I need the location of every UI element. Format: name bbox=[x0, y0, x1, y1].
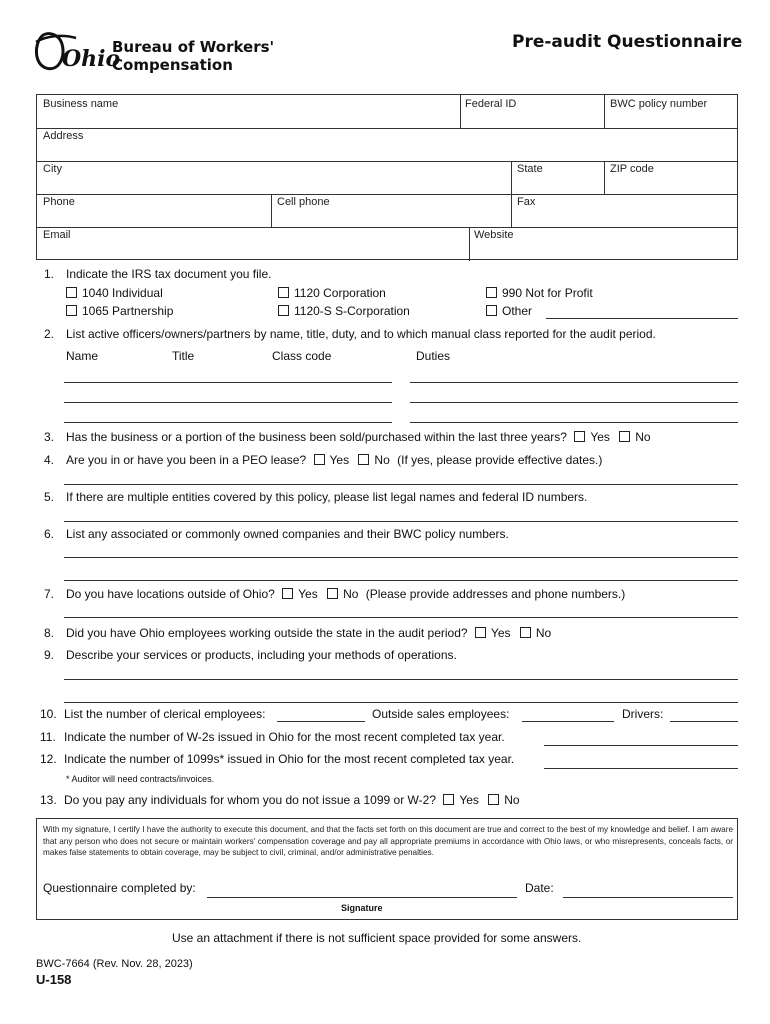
fax-field[interactable]: Fax bbox=[517, 196, 536, 208]
q1-text: Indicate the IRS tax document you file. bbox=[66, 267, 272, 281]
signature-caption: Signature bbox=[341, 903, 383, 913]
website-field[interactable]: Website bbox=[474, 229, 514, 241]
answer-line[interactable] bbox=[64, 580, 738, 581]
checkbox[interactable] bbox=[486, 287, 497, 298]
option-1065[interactable]: 1065 Partnership bbox=[66, 304, 173, 318]
option-990[interactable]: 990 Not for Profit bbox=[486, 286, 593, 300]
option-1040[interactable]: 1040 Individual bbox=[66, 286, 163, 300]
phone-field[interactable]: Phone bbox=[43, 196, 75, 208]
answer-line[interactable] bbox=[64, 382, 392, 383]
q10-outside-sales: Outside sales employees: bbox=[372, 707, 510, 721]
address-field[interactable]: Address bbox=[43, 130, 84, 142]
q4-number: 4. bbox=[44, 453, 55, 467]
q3-number: 3. bbox=[44, 430, 55, 444]
no-checkbox[interactable] bbox=[358, 454, 369, 465]
no-checkbox[interactable] bbox=[327, 588, 338, 599]
checkbox[interactable] bbox=[278, 305, 289, 316]
federal-id-field[interactable]: Federal ID bbox=[465, 98, 517, 110]
yes-checkbox[interactable] bbox=[443, 794, 454, 805]
no-checkbox[interactable] bbox=[619, 431, 630, 442]
q10-text: List the number of clerical employees: bbox=[64, 707, 266, 721]
q10-number: 10. bbox=[40, 707, 57, 721]
business-info-grid bbox=[36, 94, 738, 260]
city-field[interactable]: City bbox=[43, 163, 62, 175]
yes-checkbox[interactable] bbox=[282, 588, 293, 599]
1099-input-line[interactable] bbox=[544, 768, 738, 769]
option-other[interactable]: Other bbox=[486, 304, 532, 318]
page-title: Pre-audit Questionnaire bbox=[512, 32, 743, 52]
yes-checkbox[interactable] bbox=[314, 454, 325, 465]
q10-drivers: Drivers: bbox=[622, 707, 664, 721]
answer-line[interactable] bbox=[64, 422, 392, 423]
drivers-input-line[interactable] bbox=[670, 721, 738, 722]
q9-number: 9. bbox=[44, 648, 55, 662]
answer-line[interactable] bbox=[64, 617, 738, 618]
col-title: Title bbox=[172, 349, 195, 363]
q9-text: Describe your services or products, including your methods of operations. bbox=[66, 648, 457, 662]
date-line[interactable] bbox=[563, 897, 733, 898]
attachment-note: Use an attachment if there is not sufficient space provided for some answers. bbox=[172, 931, 582, 945]
checkbox[interactable] bbox=[278, 287, 289, 298]
business-name-field[interactable]: Business name bbox=[43, 98, 119, 110]
checkbox[interactable] bbox=[66, 305, 77, 316]
q11-text: Indicate the number of W-2s issued in Ohio for the most recent completed tax year. bbox=[64, 730, 505, 744]
clerical-input-line[interactable] bbox=[277, 721, 365, 722]
date-label: Date: bbox=[525, 881, 554, 895]
organization-name: Bureau of Workers' Compensation bbox=[112, 38, 275, 74]
q6-text: List any associated or commonly owned companies and their BWC policy numbers. bbox=[66, 527, 509, 541]
answer-line[interactable] bbox=[64, 557, 738, 558]
q3-text: Has the business or a portion of the business been sold/purchased within the last three years? Yes No bbox=[66, 430, 651, 444]
q6-number: 6. bbox=[44, 527, 55, 541]
yes-checkbox[interactable] bbox=[475, 627, 486, 638]
answer-line[interactable] bbox=[64, 702, 738, 703]
q13-text: Do you pay any individuals for whom you do not issue a 1099 or W-2? Yes No bbox=[64, 793, 520, 807]
col-duties: Duties bbox=[416, 349, 451, 363]
sales-input-line[interactable] bbox=[522, 721, 614, 722]
q12-number: 12. bbox=[40, 752, 57, 766]
q2-number: 2. bbox=[44, 327, 55, 341]
q13-number: 13. bbox=[40, 793, 57, 807]
q7-text: Do you have locations outside of Ohio? Yes No (Please provide addresses and phone numbers.) bbox=[66, 587, 626, 601]
q12-footnote: * Auditor will need contracts/invoices. bbox=[66, 774, 215, 784]
q5-text: If there are multiple entities covered by this policy, please list legal names and federal ID numbers. bbox=[66, 490, 588, 504]
state-field[interactable]: State bbox=[517, 163, 543, 175]
answer-line[interactable] bbox=[64, 679, 738, 680]
other-line[interactable] bbox=[546, 318, 738, 319]
logo-text: Ohio bbox=[62, 46, 121, 72]
w2-input-line[interactable] bbox=[544, 745, 738, 746]
q7-number: 7. bbox=[44, 587, 55, 601]
policy-number-field[interactable]: BWC policy number bbox=[610, 98, 708, 110]
checkbox[interactable] bbox=[66, 287, 77, 298]
no-checkbox[interactable] bbox=[520, 627, 531, 638]
answer-line[interactable] bbox=[410, 382, 738, 383]
q1-number: 1. bbox=[44, 267, 55, 281]
form-id: BWC-7664 (Rev. Nov. 28, 2023) bbox=[36, 958, 193, 970]
q12-text: Indicate the number of 1099s* issued in Ohio for the most recent completed tax year. bbox=[64, 752, 515, 766]
option-1120[interactable]: 1120 Corporation bbox=[278, 286, 386, 300]
q8-text: Did you have Ohio employees working outside the state in the audit period? Yes No bbox=[66, 626, 552, 640]
yes-checkbox[interactable] bbox=[574, 431, 585, 442]
q5-number: 5. bbox=[44, 490, 55, 504]
answer-line[interactable] bbox=[410, 422, 738, 423]
answer-line[interactable] bbox=[64, 521, 738, 522]
no-checkbox[interactable] bbox=[488, 794, 499, 805]
zip-field[interactable]: ZIP code bbox=[610, 163, 654, 175]
col-name: Name bbox=[66, 349, 99, 363]
completed-by-label: Questionnaire completed by: bbox=[43, 881, 196, 895]
certification-box bbox=[36, 818, 738, 920]
q8-number: 8. bbox=[44, 626, 55, 640]
q4-text: Are you in or have you been in a PEO lease? Yes No (If yes, please provide effective dates.) bbox=[66, 453, 603, 467]
answer-line[interactable] bbox=[64, 402, 392, 403]
col-class-code: Class code bbox=[272, 349, 332, 363]
signature-line[interactable] bbox=[207, 897, 517, 898]
q2-text: List active officers/owners/partners by name, title, duty, and to which manual class reported for the audit period. bbox=[66, 327, 656, 341]
checkbox[interactable] bbox=[486, 305, 497, 316]
form-code: U-158 bbox=[36, 972, 72, 987]
q11-number: 11. bbox=[40, 730, 56, 744]
email-field[interactable]: Email bbox=[43, 229, 71, 241]
cell-phone-field[interactable]: Cell phone bbox=[277, 196, 330, 208]
option-1120s[interactable]: 1120-S S-Corporation bbox=[278, 304, 410, 318]
certification-text: With my signature, I certify I have the authority to execute this document, and that the facts set forth on this document are true and correct to the best of my knowledge and belief. I am aware that any person who does not secure or maintain workers' compensation coverage and pay all appropriate premiums in accordance with Ohio laws, or who misrepresents, conceals facts, or makes false statements to obtain coverage, may be subject to civil, criminal, and/or administrative penalties. bbox=[43, 825, 733, 857]
ohio-logo bbox=[32, 28, 121, 78]
answer-line[interactable] bbox=[64, 484, 738, 485]
answer-line[interactable] bbox=[410, 402, 738, 403]
